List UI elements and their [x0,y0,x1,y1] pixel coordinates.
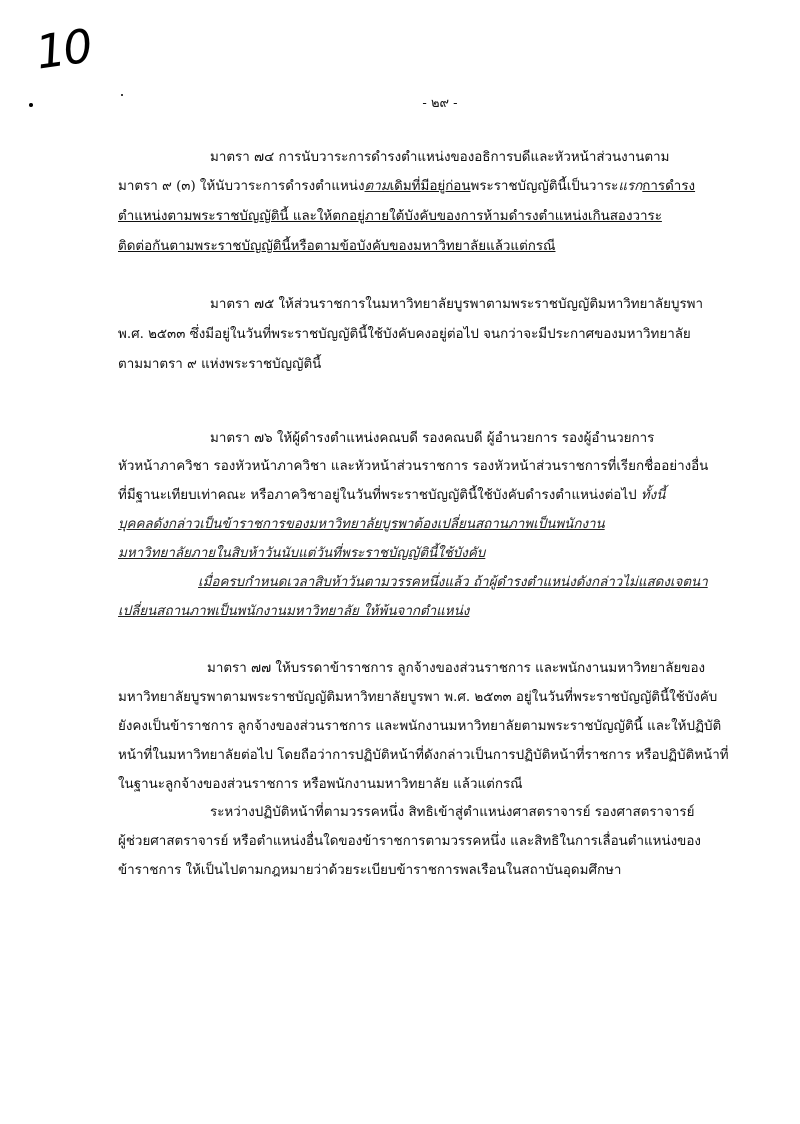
s76-line-2: หัวหน้าภาควิชา รองหัวหน้าภาควิชา และหัวหน้าส่วนราชการ รองหัวหน้าส่วนราชการที่เรียกชื่ออย่างอื่น [118,459,709,474]
s77-line-2: มหาวิทยาลัยบูรพาตามพระราชบัญญัติมหาวิทยาลัยบูรพา พ.ศ. ๒๕๓๓ อยู่ในวันที่พระราชบัญญัตินี้ใช้บังคับ [118,690,718,705]
s76-line-1: มาตรา ๗๖ ให้ผู้ดำรงตำแหน่งคณบดี รองคณบดี ผู้อำนวยการ รองผู้อำนวยการ [210,431,655,446]
s74-line-2b: เดิมที่มีอยู่ก่อน [389,179,471,194]
s76-line-3 [118,486,665,506]
s74-line-2 [118,177,695,197]
s74-struck-2: แรก [618,179,643,194]
s74-line-2c: พระราชบัญญัตินี้เป็นวาระ [470,179,619,194]
page-number: - ๒๙ - [422,96,458,111]
s77-line-7: ผู้ช่วยศาสตราจารย์ หรือตำแหน่งอื่นใดของข้าราชการตามวรรคหนึ่ง และสิทธิในการเลื่อนตำแหน่งของ [118,834,701,849]
handwritten-page-number: 10 [32,18,95,80]
s74-line-2d: การดำรง [642,179,696,194]
s77-line-4: หน้าที่ในมหาวิทยาลัยต่อไป โดยถือว่าการปฏิบัติหน้าที่ดังกล่าวเป็นการปฏิบัติหน้าที่ราชการ หรือปฏิบัติหน้าที่ [118,748,729,763]
s74-line-2a: มาตรา ๙ (๓) ให้นับวาระการดำรงตำแหน่ง [118,179,365,194]
s74-line-1: มาตรา ๗๔ การนับวาระการดำรงตำแหน่งของอธิการบดีและหัวหน้าส่วนงานตาม [210,150,670,165]
s76-struck-line-5: มหาวิทยาลัยภายในสิบห้าวันนับแต่วันที่พระราชบัญญัตินี้ใช้บังคับ [118,546,486,561]
s74-struck-1: ตาม [364,179,390,194]
s76-struck-line-6: เมื่อครบกำหนดเวลาสิบห้าวันตามวรรคหนึ่งแล้ว ถ้าผู้ดำรงตำแหน่งดังกล่าวไม่แสดงเจตนา [198,575,708,590]
s77-line-5: ในฐานะลูกจ้างของส่วนราชการ หรือพนักงานมหาวิทยาลัย แล้วแต่กรณี [118,777,523,792]
s76-struck-line-4: บุคคลดังกล่าวเป็นข้าราชการของมหาวิทยาลัยบูรพาต้องเปลี่ยนสถานภาพเป็นพนักงาน [118,517,605,532]
s77-line-8: ข้าราชการ ให้เป็นไปตามกฎหมายว่าด้วยระเบียบข้าราชการพลเรือนในสถาบันอุดมศึกษา [118,863,622,878]
s74-line-4: ติดต่อกันตามพระราชบัญญัตินี้หรือตามข้อบังคับของมหาวิทยาลัยแล้วแต่กรณี [118,239,556,254]
s74-line-3: ตำแหน่งตามพระราชบัญญัตินี้ และให้ตกอยู่ภายใต้บังคับของการห้ามดำรงตำแหน่งเกินสองวาระ [118,209,662,224]
s76-struck-line-7: เปลี่ยนสถานภาพเป็นพนักงานมหาวิทยาลัย ให้พ้นจากตำแหน่ง [118,604,470,619]
s77-line-6: ระหว่างปฏิบัติหน้าที่ตามวรรคหนึ่ง สิทธิเข้าสู่ตำแหน่งศาสตราจารย์ รองศาสตราจารย์ [210,805,695,820]
s76-struck-1: ทั้งนี้ [640,488,666,503]
s77-line-1: มาตรา ๗๗ ให้บรรดาข้าราชการ ลูกจ้างของส่วนราชการ และพนักงานมหาวิทยาลัยของ [207,661,706,676]
s75-line-3: ตามมาตรา ๙ แห่งพระราชบัญญัตินี้ [118,357,322,372]
s75-line-1: มาตรา ๗๕ ให้ส่วนราชการในมหาวิทยาลัยบูรพาตามพระราชบัญญัติมหาวิทยาลัยบูรพา [210,297,704,312]
s75-line-2: พ.ศ. ๒๕๓๓ ซึ่งมีอยู่ในวันที่พระราชบัญญัตินี้ใช้บังคับคงอยู่ต่อไป จนกว่าจะมีประกาศของมหาวิทยาลัย [118,327,691,342]
s76-line-3a: ที่มีฐานะเทียบเท่าคณะ หรือภาควิชาอยู่ในวันที่พระราชบัญญัตินี้ใช้บังคับดำรงตำแหน่งต่อไป [118,488,637,503]
s77-line-3: ยังคงเป็นข้าราชการ ลูกจ้างของส่วนราชการ และพนักงานมหาวิทยาลัยตามพระราชบัญญัตินี้ และให้ปฏิบัติ [118,719,722,734]
